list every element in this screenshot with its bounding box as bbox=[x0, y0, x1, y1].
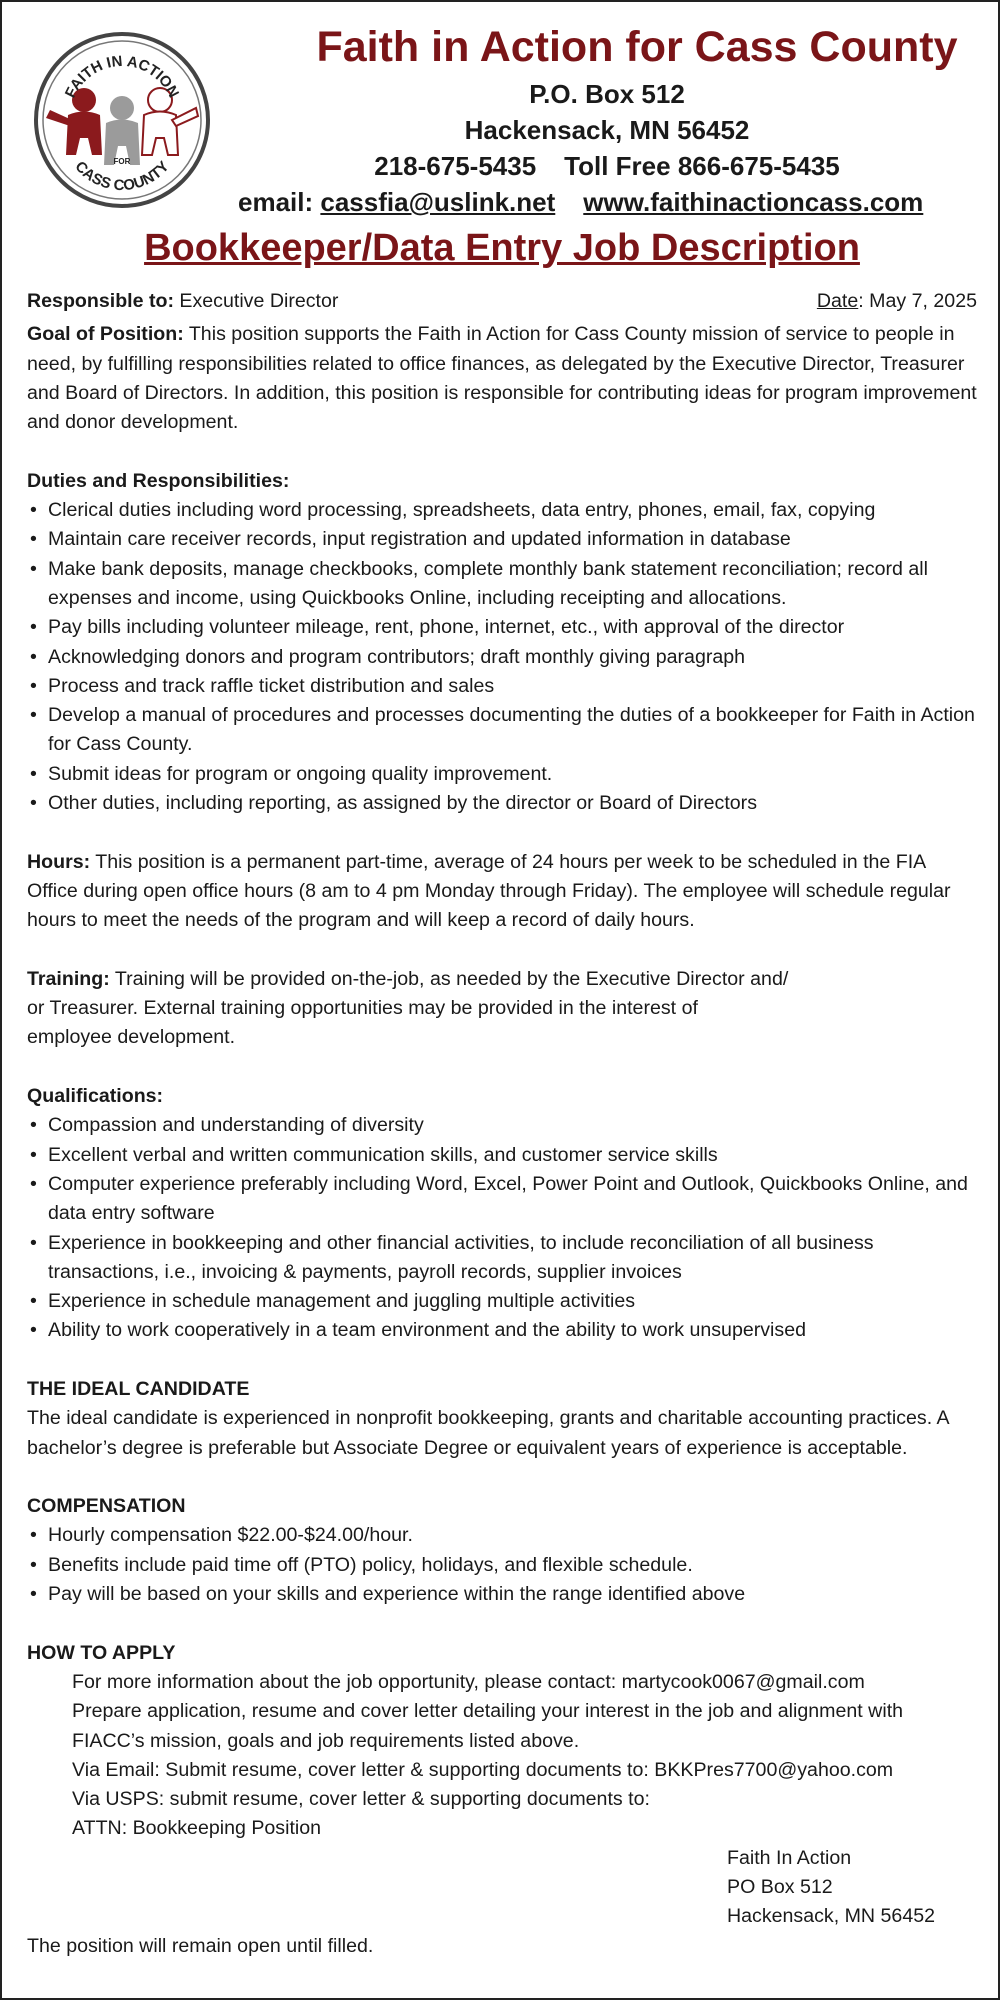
qualifications-list bbox=[27, 1111, 977, 1345]
duties-heading: Duties and Responsibilities: bbox=[27, 469, 290, 492]
list-item: • Pay bills including volunteer mileage, rent, phone, internet, etc., with approval of the director bbox=[27, 613, 977, 642]
address-line: PO Box 512 bbox=[727, 1876, 833, 1899]
apply-line: ATTN: Bookkeeping Position bbox=[72, 1817, 322, 1840]
qualifications-section bbox=[27, 1082, 977, 1346]
logo-text-for: FOR bbox=[113, 157, 131, 166]
city-line: Hackensack, MN 56452 bbox=[464, 115, 750, 145]
list-item: • Ability to work cooperatively in a team environment and the ability to work unsupervised bbox=[27, 1316, 977, 1345]
org-name: Faith in Action for Cass County bbox=[316, 23, 958, 71]
faith-in-action-logo bbox=[32, 30, 212, 210]
ideal-candidate-text: The ideal candidate is experienced in nonprofit bookkeeping, grants and charitable accounting practices. A bachelor’s degree is preferable but Associate Degree or equivalent years of experience is acceptable. bbox=[27, 1407, 949, 1459]
duties-section bbox=[27, 467, 977, 819]
document-title: Bookkeeper/Data Entry Job Description bbox=[144, 227, 860, 269]
list-item: • Process and track raffle ticket distribution and sales bbox=[27, 672, 977, 701]
training-section: Training: Training will be provided on-the-job, as needed by the Executive Director and/ or Treasurer. External training opportunities may be provided in the interest of employee development. bbox=[27, 967, 789, 1049]
logo-text-top: FAITH IN ACTION bbox=[61, 52, 183, 101]
phone: 218-675-5435 bbox=[374, 151, 537, 181]
list-item: • Maintain care receiver records, input registration and updated information in database bbox=[27, 525, 977, 554]
address-line: Hackensack, MN 56452 bbox=[727, 1905, 936, 1928]
list-item: • Submit ideas for program or ongoing quality improvement. bbox=[27, 760, 977, 789]
compensation-section bbox=[27, 1492, 977, 1609]
apply-instructions bbox=[27, 1668, 977, 1844]
compensation-heading: COMPENSATION bbox=[27, 1495, 186, 1518]
list-item: • Acknowledging donors and program contributors; draft monthly giving paragraph bbox=[27, 643, 977, 672]
closing-note: The position will remain open until filled. bbox=[27, 1934, 374, 1957]
apply-line: Via Email: Submit resume, cover letter & supporting documents to: BKKPres7700@yahoo.com bbox=[72, 1758, 894, 1781]
mailing-address bbox=[27, 1844, 977, 1932]
contact-line bbox=[238, 184, 992, 220]
qualifications-heading: Qualifications: bbox=[27, 1085, 164, 1108]
logo-text-bottom: CASS COUNTY bbox=[71, 158, 173, 195]
address-line: Faith In Action bbox=[727, 1846, 852, 1869]
hours-section: Hours: This position is a permanent part-time, average of 24 hours per week to be scheduled in the FIA Office during open office hours (8 am to 4 pm Monday through Friday). The employee will schedule regular hours to meet the needs of the program and will keep a record of daily hours. bbox=[27, 850, 951, 932]
goal-of-position: Goal of Position: This position supports the Faith in Action for Cass County mission of service to people in need, by fulfilling responsibilities related to office finances, as delegated by the Executive Director, Treasurer and Board of Directors. In addition, this position is responsible for contributing ideas for program improvement and donor development. bbox=[27, 323, 977, 434]
how-to-apply-heading: HOW TO APPLY bbox=[27, 1641, 176, 1664]
ideal-candidate-heading: THE IDEAL CANDIDATE bbox=[27, 1377, 250, 1400]
apply-line: For more information about the job opportunity, please contact: martycook0067@gmail.com bbox=[72, 1670, 865, 1693]
email-label: email: bbox=[238, 187, 314, 217]
list-item: • Clerical duties including word processing, spreadsheets, data entry, phones, email, fax, copying bbox=[27, 496, 977, 525]
toll-free: Toll Free 866-675-5435 bbox=[564, 151, 840, 181]
apply-line: Via USPS: submit resume, cover letter & supporting documents to: bbox=[72, 1788, 650, 1811]
apply-line: Prepare application, resume and cover letter detailing your interest in the job and alignment with FIACC’s mission, goals and job requirements listed above. bbox=[72, 1700, 904, 1752]
responsible-date-row bbox=[27, 287, 977, 316]
list-item: • Compassion and understanding of diversity bbox=[27, 1111, 977, 1140]
list-item: • Excellent verbal and written communication skills, and customer service skills bbox=[27, 1141, 977, 1170]
list-item: • Pay will be based on your skills and experience within the range identified above bbox=[27, 1580, 977, 1609]
phone-line bbox=[222, 148, 992, 184]
responsible-to: Responsible to: Executive Director bbox=[27, 290, 339, 312]
document-date: Date: May 7, 2025 bbox=[816, 290, 977, 312]
list-item: • Computer experience preferably including Word, Excel, Power Point and Outlook, Quickbooks Online, and data entry software bbox=[27, 1170, 977, 1229]
compensation-list bbox=[27, 1521, 977, 1609]
letterhead bbox=[222, 18, 992, 220]
duties-list bbox=[27, 496, 977, 818]
document-body bbox=[27, 287, 977, 1961]
list-item: • Experience in bookkeeping and other financial activities, to include reconciliation of all business transactions, i.e., invoicing & payments, payroll records, supplier invoices bbox=[27, 1229, 977, 1288]
list-item: • Other duties, including reporting, as assigned by the director or Board of Directors bbox=[27, 789, 977, 818]
list-item: • Benefits include paid time off (PTO) policy, holidays, and flexible schedule. bbox=[27, 1551, 977, 1580]
list-item: • Develop a manual of procedures and processes documenting the duties of a bookkeeper for Faith in Action for Cass County. bbox=[27, 701, 977, 760]
list-item: • Hourly compensation $22.00-$24.00/hour. bbox=[27, 1521, 977, 1550]
email-link[interactable]: cassfia@uslink.net bbox=[320, 187, 556, 217]
how-to-apply-section bbox=[27, 1639, 977, 1932]
website-link[interactable]: www.faithinactioncass.com bbox=[583, 187, 924, 217]
list-item: • Make bank deposits, manage checkbooks, complete monthly bank statement reconciliation; record all expenses and income, using Quickbooks Online, including receipting and allocations. bbox=[27, 555, 977, 614]
ideal-candidate-section bbox=[27, 1375, 977, 1463]
list-item: • Experience in schedule management and juggling multiple activities bbox=[27, 1287, 977, 1316]
po-box: P.O. Box 512 bbox=[529, 79, 685, 109]
